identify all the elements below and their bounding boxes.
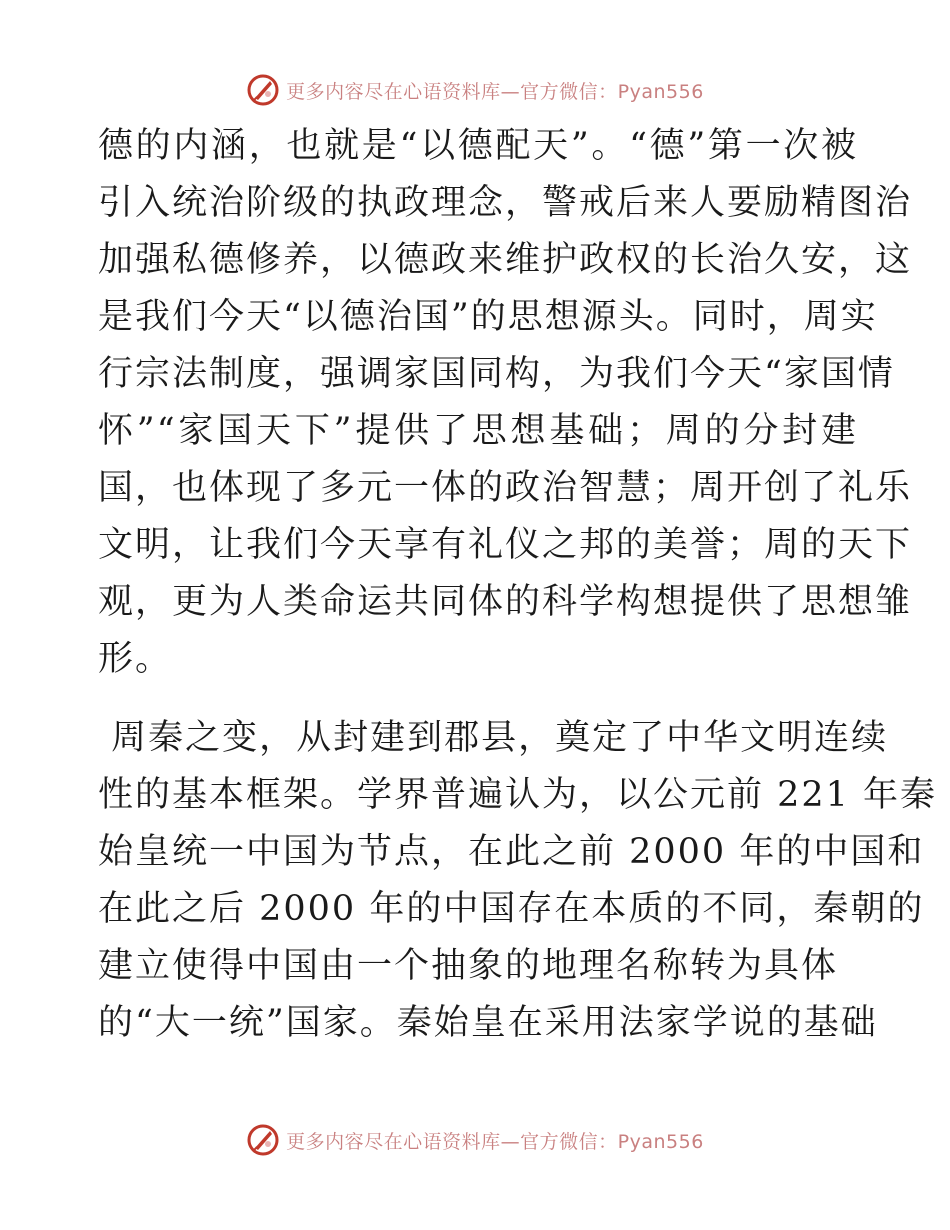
text-line: 形。: [98, 639, 173, 679]
header-banner-text: 更多内容尽在心语资料库—官方微信：Pyan556: [286, 80, 704, 103]
text-line: 始皇统一中国为节点，在此之前 2000 年的中国和: [98, 832, 925, 872]
text-line: 建立使得中国由一个抽象的地理名称转为具体: [98, 946, 839, 986]
text-line: 观，更为人类命运共同体的科学构想提供了思想雏: [98, 582, 913, 622]
text-line: 文明，让我们今天享有礼仪之邦的美誉；周的天下: [98, 525, 913, 565]
paragraph-1: [98, 118, 913, 688]
footer-banner: [0, 1120, 950, 1160]
paragraph-spacer: [98, 688, 858, 710]
text-line: 引入统治阶级的执政理念，警戒后来人要励精图治: [98, 183, 913, 223]
text-line: 周秦之变，从封建到郡县，奠定了中华文明连续: [98, 718, 889, 758]
text-line: 在此之后 2000 年的中国存在本质的不同，秦朝的: [98, 889, 925, 929]
paragraph-2: [98, 710, 938, 1052]
text-line: 国，也体现了多元一体的政治智慧；周开创了礼乐: [98, 468, 913, 508]
text-line: 行宗法制度，强调家国同构，为我们今天“家国情: [98, 354, 895, 394]
text-line: 加强私德修养，以德政来维护政权的长治久安，这: [98, 240, 913, 280]
text-line: 德的内涵，也就是“以德配天”。“德”第一次被: [98, 126, 858, 166]
text-line: 是我们今天“以德治国”的思想源头。同时，周实: [98, 297, 878, 337]
text-line: 的“大一统”国家。秦始皇在采用法家学说的基础: [98, 1003, 878, 1043]
text-line: 怀”“家国天下”提供了思想基础；周的分封建: [98, 411, 858, 451]
quill-logo-icon: [246, 73, 280, 107]
text-line: 性的基本框架。学界普遍认为，以公元前 221 年秦: [98, 775, 938, 815]
document-body: [98, 118, 938, 1052]
header-banner: [0, 70, 950, 110]
quill-logo-icon: [246, 1123, 280, 1157]
footer-banner-text: 更多内容尽在心语资料库—官方微信：Pyan556: [286, 1130, 704, 1153]
